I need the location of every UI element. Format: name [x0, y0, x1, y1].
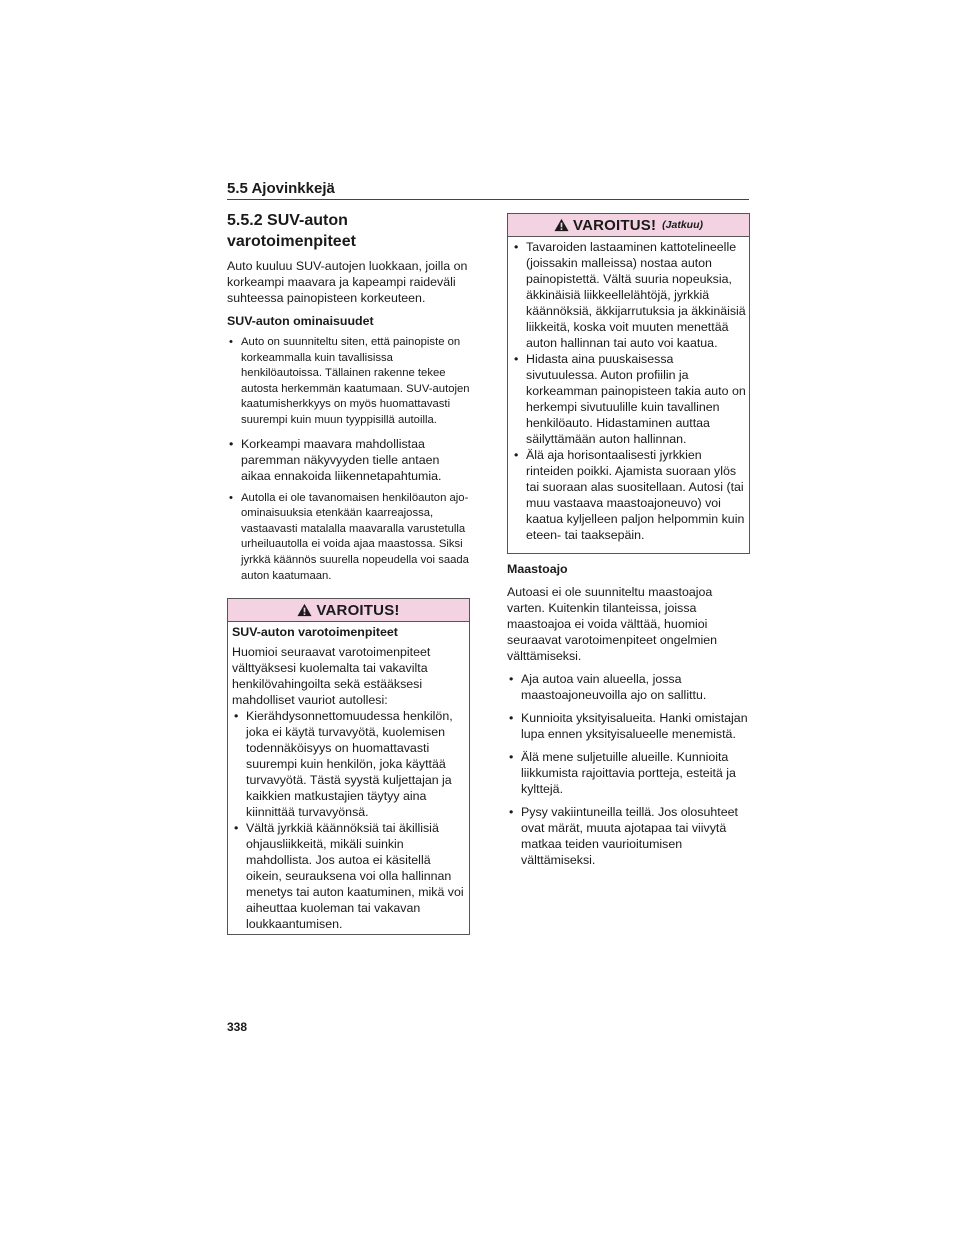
list-item: • Auto on suunniteltu siten, että painopiste on korkeammalla kuin tavallisissa henkilöautoissa. Tällainen rakenne tekee autosta herkemmän kaatumaan. SUV-autojen kaatumisherkkyys on myös huomattavasti suurempi kuin muun tyyppisillä autoilla. [227, 335, 470, 429]
warning-content [228, 622, 469, 934]
right-column [507, 213, 750, 868]
warning-continued-label: (Jatkuu) [662, 219, 704, 231]
list-item: • Tavaroiden lastaaminen kattotelineelle (joissakin malleissa) nostaa auton painopistettä. Vältä suuria nopeuksia, äkkinäisiä liikkeellelähtöjä, jyrkkiä käännöksiä, äkkijarrutuksia ja äkkinäisiä liikkeitä, koska voit muuten menettää auton hallinnan tai auto voi kaatua. [512, 239, 747, 351]
left-column [227, 210, 470, 935]
warning-heading: SUV-auton varotoimenpiteet [232, 625, 398, 640]
warning-text: Huomioi seuraavat varotoimenpiteet välttyäksesi kuolemalta tai vakavilta henkilövahingoilta sekä estääksesi mahdolliset vauriot autollesi: [232, 645, 431, 708]
list-item: • Vältä jyrkkiä käännöksiä tai äkillisiä ohjausliikkeitä, mikäli suinkin mahdollista. Jos autoa ei käsitellä oikein, seurauksena voi olla hallinnan menetys tai auton kaatuminen, mikä voi aiheuttaa kuoleman tai vakavan loukkaantumisen. [232, 820, 467, 932]
list-item: • Kunnioita yksityisalueita. Hanki omistajan lupa ennen yksityisalueelle menemistä. [507, 710, 750, 742]
warning-banner [228, 598, 469, 622]
warning-list [232, 708, 467, 932]
warning-triangle-icon [554, 218, 569, 232]
page-number: 338 [227, 1020, 248, 1034]
list-item: • Älä mene suljetuille alueille. Kunnioita liikkumista rajoittavia portteja, esteitä ja kylttejä. [507, 749, 750, 797]
header-divider [227, 199, 749, 200]
list-item: • Kierähdysonnettomuudessa henkilön, joka ei käytä turvavyötä, kuolemisen todennäköisyys on huomattavasti suurempi kuin henkilön, joka käyttää turvavyötä. Tästä syystä kuljettajan ja kaikkien matkustajien täytyy aina kiinnittää turvavyönsä. [232, 708, 467, 820]
list-item: • Älä aja horisontaalisesti jyrkkien rinteiden poikki. Ajamista suoraan ylös tai suoraan alas suositellaan. Autosi (tai muu vastaava maastoajoneuvo) voi kaatua kyljelleen paljon helpommin kuin eteen- tai taaksepäin. [512, 447, 747, 543]
features-heading: SUV-auton ominaisuudet [227, 314, 374, 328]
warning-content [508, 237, 749, 553]
warning-triangle-icon [297, 603, 312, 617]
features-list [227, 335, 470, 584]
list-item: • Korkeampi maavara mahdollistaa paremman näkyvyyden tielle antaen aikaa ennakoida liikennetapahtumia. [227, 436, 470, 484]
warning-title: VAROITUS! [316, 601, 400, 619]
list-item: • Hidasta aina puuskaisessa sivutuulessa. Auton profiilin ja korkeamman painopisteen takia auto on herkempi sivutuulille kuin tavallinen henkilöauto. Hidastaminen auttaa säilyttämään auton hallinnan. [512, 351, 747, 447]
offroad-list [507, 671, 750, 868]
warning-list [512, 239, 747, 543]
subsection-title-line2: varotoimenpiteet [227, 233, 356, 250]
warning-box [227, 598, 470, 935]
section-header: 5.5 Ajovinkkejä [227, 180, 335, 197]
subsection-title-line1: 5.5.2 SUV-auton [227, 212, 348, 229]
offroad-heading: Maastoajo [507, 562, 568, 576]
subsection-title [227, 210, 470, 252]
warning-title: VAROITUS! [572, 216, 657, 234]
list-item: • Pysy vakiintuneilla teillä. Jos olosuhteet ovat märät, muuta ajotapaa tai viivytä matkaa teiden vaurioitumisen välttämiseksi. [507, 804, 750, 868]
list-item: • Autolla ei ole tavanomaisen henkilöauton ajo-ominaisuuksia etenkään kaarreajossa, vastaavasti matalalla maavaralla varustetulla urheiluautolla ei voida ajaa maastossa. Siksi jyrkkä käännös suurella nopeudella voi saada auton kaatumaan. [227, 491, 470, 585]
intro-paragraph: Auto kuuluu SUV-autojen luokkaan, joilla on korkeampi maavara ja kapeampi raideväli suhteessa painopisteen korkeuteen. [227, 259, 468, 305]
offroad-intro: Autoasi ei ole suunniteltu maastoajoa varten. Kuitenkin tilanteissa, joissa maastoajoa ei voida välttää, huomioi seuraavat varotoimenpiteet ongelmien välttämiseksi. [507, 585, 718, 663]
warning-banner [508, 213, 749, 237]
list-item: • Aja autoa vain alueella, jossa maastoajoneuvoilla ajo on sallittu. [507, 671, 750, 703]
warning-box-continued [507, 213, 750, 554]
